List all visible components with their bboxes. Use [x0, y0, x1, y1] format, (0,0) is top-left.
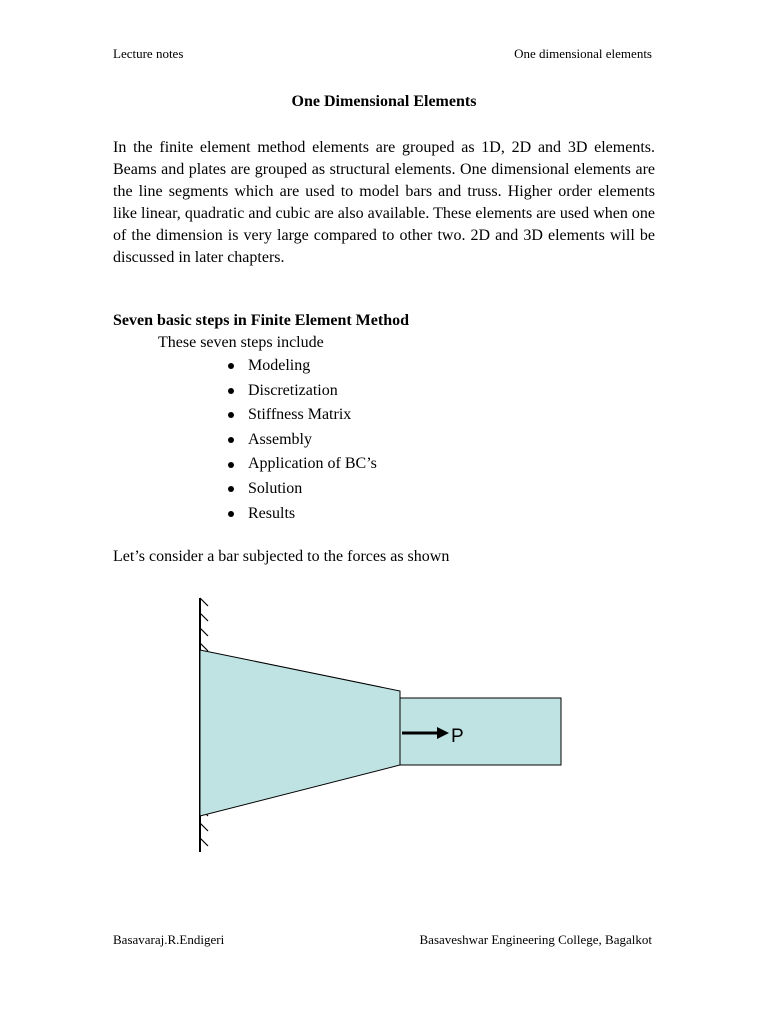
tapered-bar-section	[200, 650, 400, 816]
bullet-icon	[228, 437, 234, 443]
footer-right: Basaveshwar Engineering College, Bagalkot	[419, 932, 652, 947]
intro-paragraph: In the finite element method elements are grouped as 1D, 2D and 3D elements. Beams and plates are grouped as structural elements. One dimensional elements are the line segments which are used to model bars and truss. Higher order elements like linear, quadratic and cubic are also available. These elements are used when one of the dimension is very large compared to other two. 2D and 3D elements will be discussed in later chapters.	[113, 139, 655, 266]
step-label: Modeling	[248, 357, 311, 374]
list-item	[226, 403, 377, 428]
step-label: Solution	[248, 479, 303, 497]
steps-intro: These seven steps include	[158, 334, 324, 351]
header-right: One dimensional elements	[514, 46, 652, 61]
list-item	[226, 452, 377, 477]
list-item	[226, 502, 377, 527]
page-footer	[113, 932, 652, 948]
steps-list	[226, 354, 377, 526]
bullet-icon	[228, 511, 234, 517]
footer-left: Basavaraj.R.Endigeri	[113, 932, 225, 947]
step-label: Assembly	[248, 430, 312, 448]
list-item	[226, 379, 377, 404]
bullet-icon	[228, 462, 234, 468]
page-header	[113, 46, 652, 62]
list-item	[226, 477, 377, 502]
step-label: Stiffness Matrix	[248, 406, 352, 424]
header-left: Lecture notes	[113, 46, 184, 61]
bullet-icon	[228, 412, 234, 418]
force-label: P	[451, 726, 464, 747]
list-item	[226, 428, 377, 453]
step-label: Discretization	[248, 381, 338, 399]
bullet-icon	[228, 363, 234, 369]
step-label: Application of BC’s	[248, 455, 377, 473]
bullet-icon	[228, 388, 234, 394]
page-title: One Dimensional Elements	[291, 93, 477, 110]
step-label: Results	[248, 504, 296, 522]
section-heading: Seven basic steps in Finite Element Method	[113, 312, 409, 329]
bullet-icon	[228, 486, 234, 492]
list-item	[226, 354, 377, 379]
consider-text: Let’s consider a bar subjected to the forces as shown	[113, 548, 450, 565]
bar-figure	[175, 590, 575, 860]
